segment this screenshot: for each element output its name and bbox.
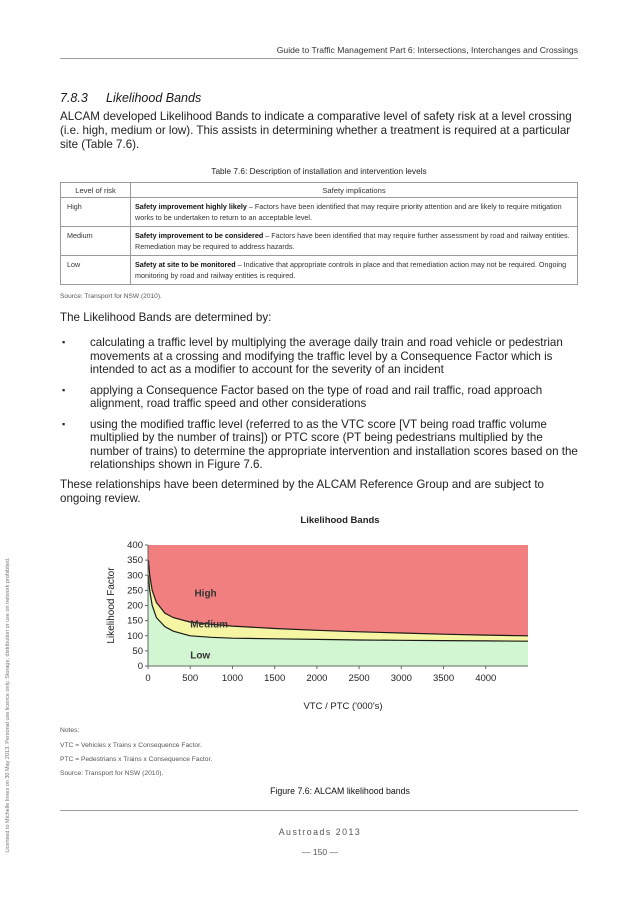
section-title: Likelihood Bands	[106, 91, 202, 105]
table-header-row	[61, 183, 578, 198]
footer-publisher: Austroads 2013	[278, 827, 362, 837]
bullet-icon: ▪	[62, 337, 66, 347]
figure-source: Source: Transport for NSW (2010).	[60, 770, 164, 777]
bullet-list	[60, 336, 578, 479]
footer-rule	[60, 810, 578, 811]
band-label-high: High	[194, 588, 217, 600]
x-tick-label: 2000	[306, 673, 328, 684]
y-tick-label: 250	[127, 585, 143, 597]
x-tick-label: 1000	[221, 673, 244, 684]
intro-paragraph: ALCAM developed Likelihood Bands to indicate a comparative level of safety risk at a level crossing (i.e. high, medium or low). This assists in determining whether a treatment is required at a particular site (Table 7.6).	[60, 110, 572, 151]
y-tick-label: 0	[137, 661, 143, 672]
risk-level: Medium	[61, 227, 131, 256]
safety-implication	[131, 198, 578, 227]
implication-lead: Safety at site to be monitored	[135, 260, 236, 269]
list-item-text: applying a Consequence Factor based on the type of road and rail traffic, road approach alignment, road traffic speed and other considerations	[90, 383, 543, 410]
likelihood-bands-chart	[95, 530, 545, 720]
section-number: 7.8.3	[60, 91, 88, 105]
figure-caption: Figure 7.6: ALCAM likelihood bands	[270, 786, 410, 796]
band-label-medium: Medium	[190, 619, 229, 631]
list-item-text: calculating a traffic level by multiplying the average daily train and road vehicle or pedestrian movements at a crossing and modifying the traffic level by a Consequence Factor which is intended to act as a modifier to account for the severity of an incident	[90, 336, 563, 376]
implication-text: – Factors have been identified that may require priority attention and are likely to require mitigation works to be undertaken to return to an acceptable level.	[135, 202, 562, 222]
y-tick-label: 150	[127, 615, 143, 627]
chart-title: Likelihood Bands	[300, 515, 380, 526]
x-axis-label: VTC / PTC ('000's)	[303, 701, 383, 712]
x-tick-label: 3000	[390, 673, 412, 684]
table-row	[61, 227, 578, 256]
implication-lead: Safety improvement highly likely	[135, 202, 247, 211]
list-item	[60, 336, 578, 377]
table-row	[61, 198, 578, 227]
band-label-low: Low	[190, 650, 211, 662]
licence-side-note: Licensed to Michelle Innes on 30 May 2013. Personal use licence only. Storage, distribution or use on network prohibited.	[5, 557, 11, 853]
table-caption: Table 7.6: Description of installation and intervention levels	[211, 166, 427, 176]
implication-lead: Safety improvement to be considered	[135, 231, 264, 240]
safety-implication	[131, 227, 578, 256]
note-vtc: VTC = Vehicles x Trains x Consequence Factor.	[60, 742, 202, 749]
determined-by-paragraph: The Likelihood Bands are determined by:	[60, 311, 272, 324]
x-tick-label: 4000	[475, 673, 497, 684]
x-tick-label: 0	[145, 673, 151, 684]
running-header: Guide to Traffic Management Part 6: Intersections, Interchanges and Crossings	[276, 45, 578, 55]
list-item	[60, 384, 578, 411]
y-tick-label: 350	[127, 555, 143, 567]
table-header-level: Level of risk	[61, 183, 131, 198]
x-tick-label: 500	[182, 673, 199, 684]
risk-table	[60, 182, 578, 285]
table-header-implications: Safety implications	[131, 183, 578, 198]
header-rule	[60, 58, 578, 59]
y-tick-label: 100	[127, 630, 143, 642]
y-tick-label: 400	[127, 540, 143, 551]
note-ptc: PTC = Pedestrians x Trains x Consequence Factor.	[60, 756, 213, 763]
section-heading	[60, 91, 201, 105]
x-tick-label: 3500	[432, 673, 455, 684]
bullet-icon: ▪	[62, 418, 66, 429]
risk-level: High	[61, 198, 131, 227]
list-item-text: using the modified traffic level (referred to as the VTC score [VT being road traffic volume multiplied by the number of trains]) or PTC score (PT being pedestrians multiplied by the number of trains) to determine the appropriate intervention and installation scores based on the relationships shown in Figure 7.6.	[90, 417, 578, 471]
implication-text: – Factors have been identified that may require further assessment by road and railway entities. Remediation may be required to address hazards.	[135, 231, 570, 251]
notes-heading: Notes:	[60, 727, 80, 734]
table-row	[61, 256, 578, 285]
y-axis-label: Likelihood Factor	[106, 567, 117, 644]
x-tick-label: 2500	[348, 673, 370, 684]
relationships-paragraph: These relationships have been determined by the ALCAM Reference Group and are subject to ongoing review.	[60, 478, 545, 505]
y-tick-label: 300	[127, 570, 143, 582]
bullet-icon: ▪	[62, 384, 66, 395]
safety-implication	[131, 256, 578, 285]
implication-text: – Indicative that appropriate controls in place and that remediation action may not be required. Ongoing monitoring by road and railway entities is required.	[135, 260, 567, 280]
x-tick-label: 1500	[264, 673, 286, 684]
y-tick-label: 50	[132, 645, 143, 657]
table-source: Source: Transport for NSW (2010).	[60, 293, 162, 300]
y-tick-label: 200	[127, 600, 143, 612]
list-item	[60, 418, 578, 472]
risk-level: Low	[61, 256, 131, 285]
page-number: — 150 —	[301, 847, 339, 857]
